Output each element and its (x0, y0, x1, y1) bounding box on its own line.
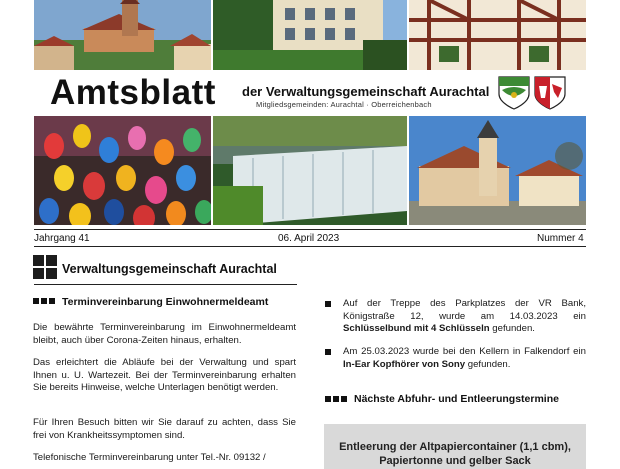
found-item-headphones-tail: gefunden. (465, 358, 511, 370)
found-item-keys-tail: gefunden. (489, 323, 535, 335)
photo-easter-eggs (34, 116, 211, 225)
schedule-box-line-2: Papiertonne und gelber Sack (379, 455, 531, 467)
left-paragraph-4: Telefonische Terminvereinbarung unter Tel.-Nr. 09132 / (33, 452, 266, 463)
left-paragraph-3: Für Ihren Besuch bitten wir Sie darauf zu achten, dass Sie frei von Krankheitssymptomen sind. (33, 417, 296, 441)
schedule-box-line-1: Entleerung der Altpapiercontainer (1,1 cbm), (339, 441, 571, 453)
square-bullet-icon (325, 349, 331, 355)
photo-village-church (409, 116, 586, 225)
masthead-subtitle: der Verwaltungsgemeinschaft Aurachtal (242, 84, 490, 99)
found-item-keys (343, 298, 586, 336)
masthead-members: Mitgliedsgemeinden: Aurachtal · Oberreichenbach (256, 100, 432, 109)
section-rule (34, 284, 297, 285)
left-heading: Terminvereinbarung Einwohnermeldeamt (62, 296, 269, 308)
issue-date: 06. April 2023 (278, 233, 340, 244)
photo-town-hall (213, 0, 407, 70)
issue-volume: Jahrgang 41 (34, 233, 90, 244)
found-item-headphones-bold: In-Ear Kopfhörer von Sony (343, 358, 466, 370)
left-paragraph-2: Das erleichtert die Abläufe bei der Verwaltung und spart Ihnen u. U. Wartezeit. Bei der Terminvereinbarung erhalten Sie bereits Hinweise, welche Unterlagen benötigt werden. (33, 357, 296, 394)
photo-church-village (34, 0, 211, 70)
found-item-keys-text: Auf der Treppe des Parkplatzes der VR Bank, Königstraße 12, wurde am 14.03.2023 ein (343, 298, 586, 322)
three-squares-icon (33, 298, 55, 304)
right-heading: Nächste Abfuhr- und Entleerungstermine (354, 393, 559, 405)
oberreichenbach-crest-icon (534, 76, 566, 110)
four-squares-icon (33, 255, 57, 279)
square-bullet-icon (325, 301, 331, 307)
found-item-headphones-text: Am 25.03.2023 wurde bei den Kellern in Falkendorf ein (343, 346, 586, 357)
photo-half-timbered-house (409, 0, 586, 70)
aurachtal-crest-icon (498, 76, 530, 110)
three-squares-icon (325, 396, 347, 402)
masthead-title: Amtsblatt (50, 73, 216, 112)
section-title: Verwaltungsgemeinschaft Aurachtal (62, 262, 277, 276)
issue-rule-top (34, 229, 586, 230)
issue-rule-bottom (34, 246, 586, 247)
schedule-box-title (324, 440, 586, 468)
found-item-keys-bold: Schlüsselbund mit 4 Schlüsseln (343, 323, 490, 335)
photo-waterfall (213, 116, 407, 225)
left-paragraph-1: Die bewährte Terminvereinbarung im Einwohnermeldeamt bleibt, auch über Corona-Zeiten hinaus, erhalten. (33, 322, 296, 346)
found-item-headphones (343, 346, 586, 371)
issue-number: Nummer 4 (537, 233, 584, 244)
